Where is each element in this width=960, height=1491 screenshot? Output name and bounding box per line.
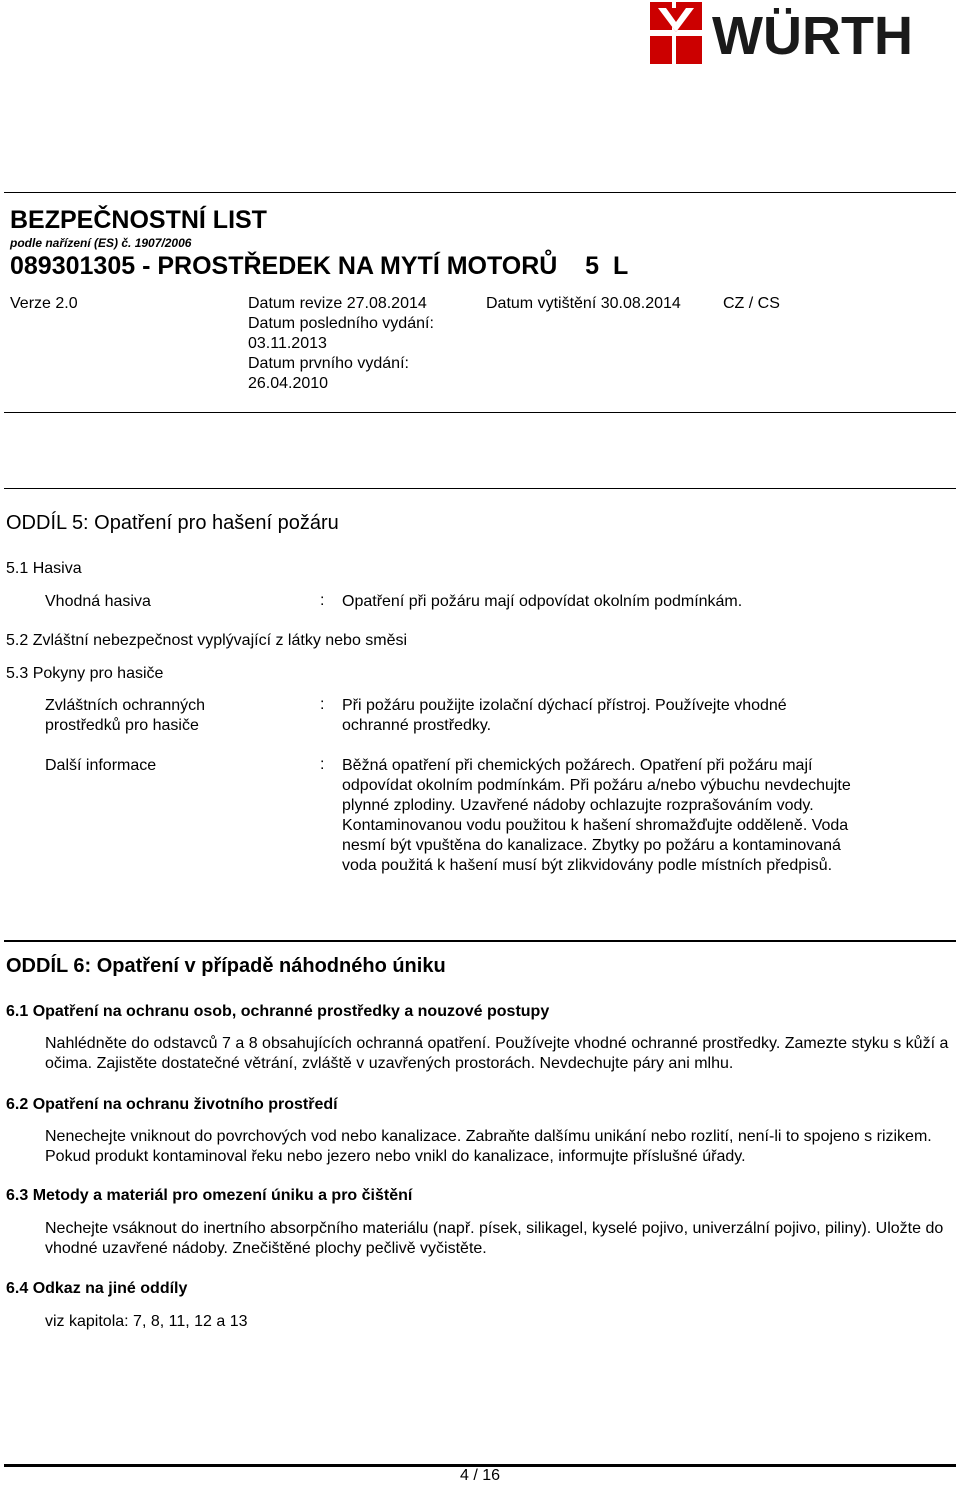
s53-label-protective: Zvláštních ochranných prostředků pro hasiče (45, 697, 206, 734)
section5-rule (4, 488, 956, 489)
s62-text: Nenechejte vniknout do povrchových vod nebo kanalizace. Zabraňte dalšímu unikání nebo rozlití, není-li to spojeno s rizikem. Pokud produkt kontaminoval řeku nebo jezero nebo vnikl do kanalizace, informujte příslušné úřady. (45, 1128, 932, 1165)
s53-label-other: Další informace (45, 757, 157, 774)
print-date: Datum vytištění 30.08.2014 (486, 295, 681, 312)
s53-value-protective: Při požáru použijte izolační dýchací přístroj. Používejte vhodné ochranné prostředky. (342, 697, 787, 734)
regulation-note: podle nařízení (ES) č. 1907/2006 (10, 236, 192, 250)
s51-label: Vhodná hasiva (45, 593, 151, 610)
header-bottom-rule (4, 412, 956, 413)
s53-title: 5.3 Pokyny pro hasiče (6, 665, 164, 682)
s53-colon-1: : (320, 696, 325, 713)
logo-wordmark: WÜRTH (712, 6, 913, 64)
header-top-rule (4, 192, 956, 193)
s53-value-other: Běžná opatření při chemických požárech. Opatření při požáru mají odpovídat okolním podmínkám. Při požáru a/nebo výbuchu nevdechujte plynné zplodiny. Uzavřené nádoby ochlazujte rozprašováním vody. Kontaminovanou vodu použitou k hašení shromažďujte odděleně. Voda nesmí být vpuštěna do kanalizace. Zbytky po požáru a kontaminovaná voda použitá k hašení musí být zlikvidovány podle místních předpisů. (342, 757, 851, 874)
last-issue-date: 03.11.2013 (248, 335, 327, 352)
s63-text: Nechejte vsáknout do inertního absorpčního materiálu (např. písek, silikagel, kyselé pojivo, univerzální pojivo, piliny). Uložte do vhodné uzavřené nádoby. Znečištěné plochy pečlivě vyčistěte. (45, 1220, 944, 1257)
locale: CZ / CS (723, 295, 780, 312)
first-issue-label: Datum prvního vydání: (248, 355, 409, 372)
product-title: 089301305 - PROSTŘEDEK NA MYTÍ MOTORŮ 5 L (10, 252, 629, 280)
s61-title: 6.1 Opatření na ochranu osob, ochranné prostředky a nouzové postupy (6, 1003, 550, 1020)
s51-colon: : (320, 592, 325, 609)
s51-value: Opatření při požáru mají odpovídat okolním podmínkám. (342, 593, 743, 610)
version: Verze 2.0 (10, 295, 78, 312)
s62-title: 6.2 Opatření na ochranu životního prostředí (6, 1096, 338, 1113)
page-number: 4 / 16 (459, 1467, 501, 1484)
last-issue-label: Datum posledního vydání: (248, 315, 434, 332)
s63-title: 6.3 Metody a materiál pro omezení úniku a pro čištění (6, 1187, 413, 1204)
wurth-logo (650, 2, 958, 64)
s51-title: 5.1 Hasiva (6, 560, 82, 577)
revision-dates (248, 294, 478, 394)
s64-title: 6.4 Odkaz na jiné oddíly (6, 1280, 188, 1297)
s53-colon-2: : (320, 756, 325, 773)
first-issue-date: 26.04.2010 (248, 375, 329, 392)
s61-text: Nahlédněte do odstavců 7 a 8 obsahujících ochranná opatření. Používejte vhodné ochranné prostředky. Zamezte styku s kůží a očima. Zajistěte dostatečné větrání, zvláště v uzavřených prostorách. Nevdechujte páry ani mlhu. (45, 1035, 949, 1072)
s64-text: viz kapitola: 7, 8, 11, 12 a 13 (45, 1313, 248, 1330)
s52-title: 5.2 Zvláštní nebezpečnost vyplývající z látky nebo směsi (6, 632, 408, 649)
section5-title: ODDÍL 5: Opatření pro hašení požáru (6, 512, 339, 534)
document-title: BEZPEČNOSTNÍ LIST (10, 206, 267, 234)
section6-title: ODDÍL 6: Opatření v případě náhodného úniku (6, 955, 446, 977)
revision-date: Datum revize 27.08.2014 (248, 295, 427, 312)
section6-rule (4, 940, 956, 942)
